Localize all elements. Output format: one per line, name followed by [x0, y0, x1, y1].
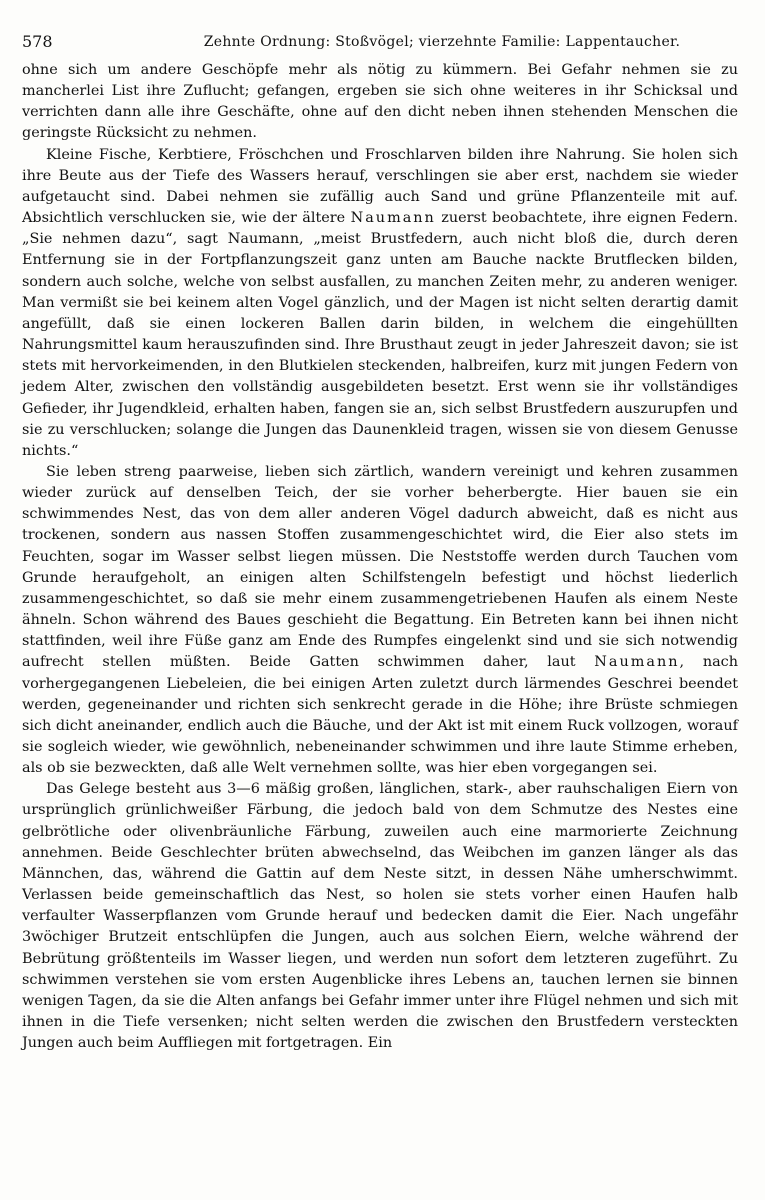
paragraph [22, 60, 738, 145]
spaced-name: Naumann [594, 654, 680, 671]
spaced-name: Naumann [350, 210, 436, 227]
paragraph [22, 462, 738, 779]
paragraph [22, 779, 738, 1054]
text-segment: Das Gelege besteht aus 3—6 mäßig großen, länglichen, stark-, aber rauhschaligen Eiern von ursprünglich grünlichweißer Färbung, die jedoch bald von dem Schmutze des Nestes eine gelbrötliche oder olivenbräunliche Färbung, zuweilen auch eine marmorierte Zeichnung annehmen. Beide Geschlechter brüten abwechselnd, das Weibchen im ganzen länger als das Männchen, das, während die Gattin auf dem Neste sitzt, in dessen Nähe umherschwimmt. Verlassen beide gemeinschaftlich das Nest, so holen sie stets vorher einen Haufen halb verfaulter Wasserpflanzen vom Grunde herauf und bedecken damit die Eier. Nach ungefähr 3wöchiger Brutzeit entschlüpfen die Jungen, auch aus solchen Eiern, welche während der Bebrütung größtenteils im Wasser liegen, und werden nun sofort dem letzteren zugeführt. Zu schwimmen verstehen sie vom ersten Augenblicke ihres Lebens an, tauchen lernen sie binnen wenigen Tagen, da sie die Alten anfangs bei Gefahr immer unter ihre Flügel nehmen und sich mit ihnen in die Tiefe versenken; nicht selten werden die zwischen den Brustfedern versteckten Jungen auch beim Auffliegen mit fortgetragen. Ein [22, 781, 738, 1052]
text-segment: Kleine Fische, Kerbtiere, Fröschchen und Froschlarven bilden ihre Nahrung. Sie holen sich ihre Beute aus der Tiefe des Wassers herauf, verschlingen sie aber erst, nachdem sie wieder aufgetaucht sind. Dabei nehmen sie zufällig auch Sand und grüne Pflanzenteile mit auf. Absichtlich verschlucken sie, wie der ältere [22, 146, 738, 227]
text-segment: Sie leben streng paarweise, lieben sich zärtlich, wandern vereinigt und kehren zusammen wieder zurück auf denselben Teich, der sie vorher beherbergte. Hier bauen sie ein schwimmendes Nest, das von dem aller anderen Vögel dadurch abweicht, daß es nicht aus trockenen, sondern aus nassen Stoffen zusammengeschichtet wird, die Eier also stets im Feuchten, sogar im Wasser selbst liegen müssen. Die Neststoffe werden durch Tauchen vom Grunde heraufgeholt, an einigen alten Schilfstengeln befestigt und höchst liederlich zusammengeschichtet, so daß sie mehr einem zusammengetriebenen Haufen als einem Neste ähneln. Schon während des Baues geschieht die Begattung. Ein Betreten kann bei ihnen nicht stattfinden, weil ihre Füße ganz am Ende des Rumpfes eingelenkt sind und sie sich notwendig aufrecht stellen müßten. Beide Gatten schwimmen daher, laut [22, 463, 738, 671]
text-segment: ohne sich um andere Geschöpfe mehr als nötig zu kümmern. Bei Gefahr nehmen sie zu mancherlei List ihre Zuflucht; gefangen, ergeben sie sich ohne weiteres in ihr Schicksal und verrichten dann alle ihre Geschäfte, ohne auf den dicht neben ihnen stehenden Menschen die geringste Rücksicht zu nehmen. [22, 62, 738, 142]
text-segment: zuerst beobachtete, ihre eignen Federn. „Sie nehmen dazu“, sagt Naumann, „meist Brustfedern, auch nicht bloß die, durch deren Entfernung sie in der Fortpflanzungszeit ganz unten am Bauche nackte Brutflecken bilden, sondern auch solche, welche von selbst ausfallen, zu manchen Zeiten mehr, zu anderen weniger. Man vermißt sie bei keinem alten Vogel gänzlich, und der Magen ist nicht selten derartig damit angefüllt, daß sie einen lockeren Ballen darin bilden, in welchem die eingehüllten Nahrungsmittel kaum herauszufinden sind. Ihre Brusthaut zeugt in jeder Jahreszeit davon; sie ist stets mit hervorkeimenden, in den Blutkielen steckenden, halbreifen, kurz mit jungen Federn von jedem Alter, zwischen den vollständig ausgebildeten besetzt. Erst wenn sie ihr vollständiges Gefieder, ihr Jugendkleid, erhalten haben, fangen sie an, sich selbst Brustfedern auszurupfen und sie zu verschlucken; solange die Jungen das Daunenkleid tragen, wissen sie von diesem Genusse nichts.“ [22, 210, 738, 459]
text-segment: , nach vorhergegangenen Liebeleien, die bei einigen Arten zuletzt durch lärmendes Geschrei beendet werden, gegeneinander und richten sich senkrecht gerade in die Höhe; ihre Brüste schmiegen sich dicht aneinander, endlich auch die Bäuche, und der Akt ist mit einem Ruck vollzogen, worauf sie sogleich wieder, wie gewöhnlich, nebeneinander schwimmen und ihre laute Stimme erheben, als ob sie bezweckten, daß alle Welt vernehmen sollte, was hier eben vorgegangen sei. [22, 654, 739, 777]
body-text [22, 60, 738, 1054]
page-number: 578 [22, 32, 53, 51]
page-header [22, 30, 742, 54]
running-head: Zehnte Ordnung: Stoßvögel; vierzehnte Familie: Lappentaucher. [203, 34, 681, 50]
paragraph [22, 145, 738, 462]
